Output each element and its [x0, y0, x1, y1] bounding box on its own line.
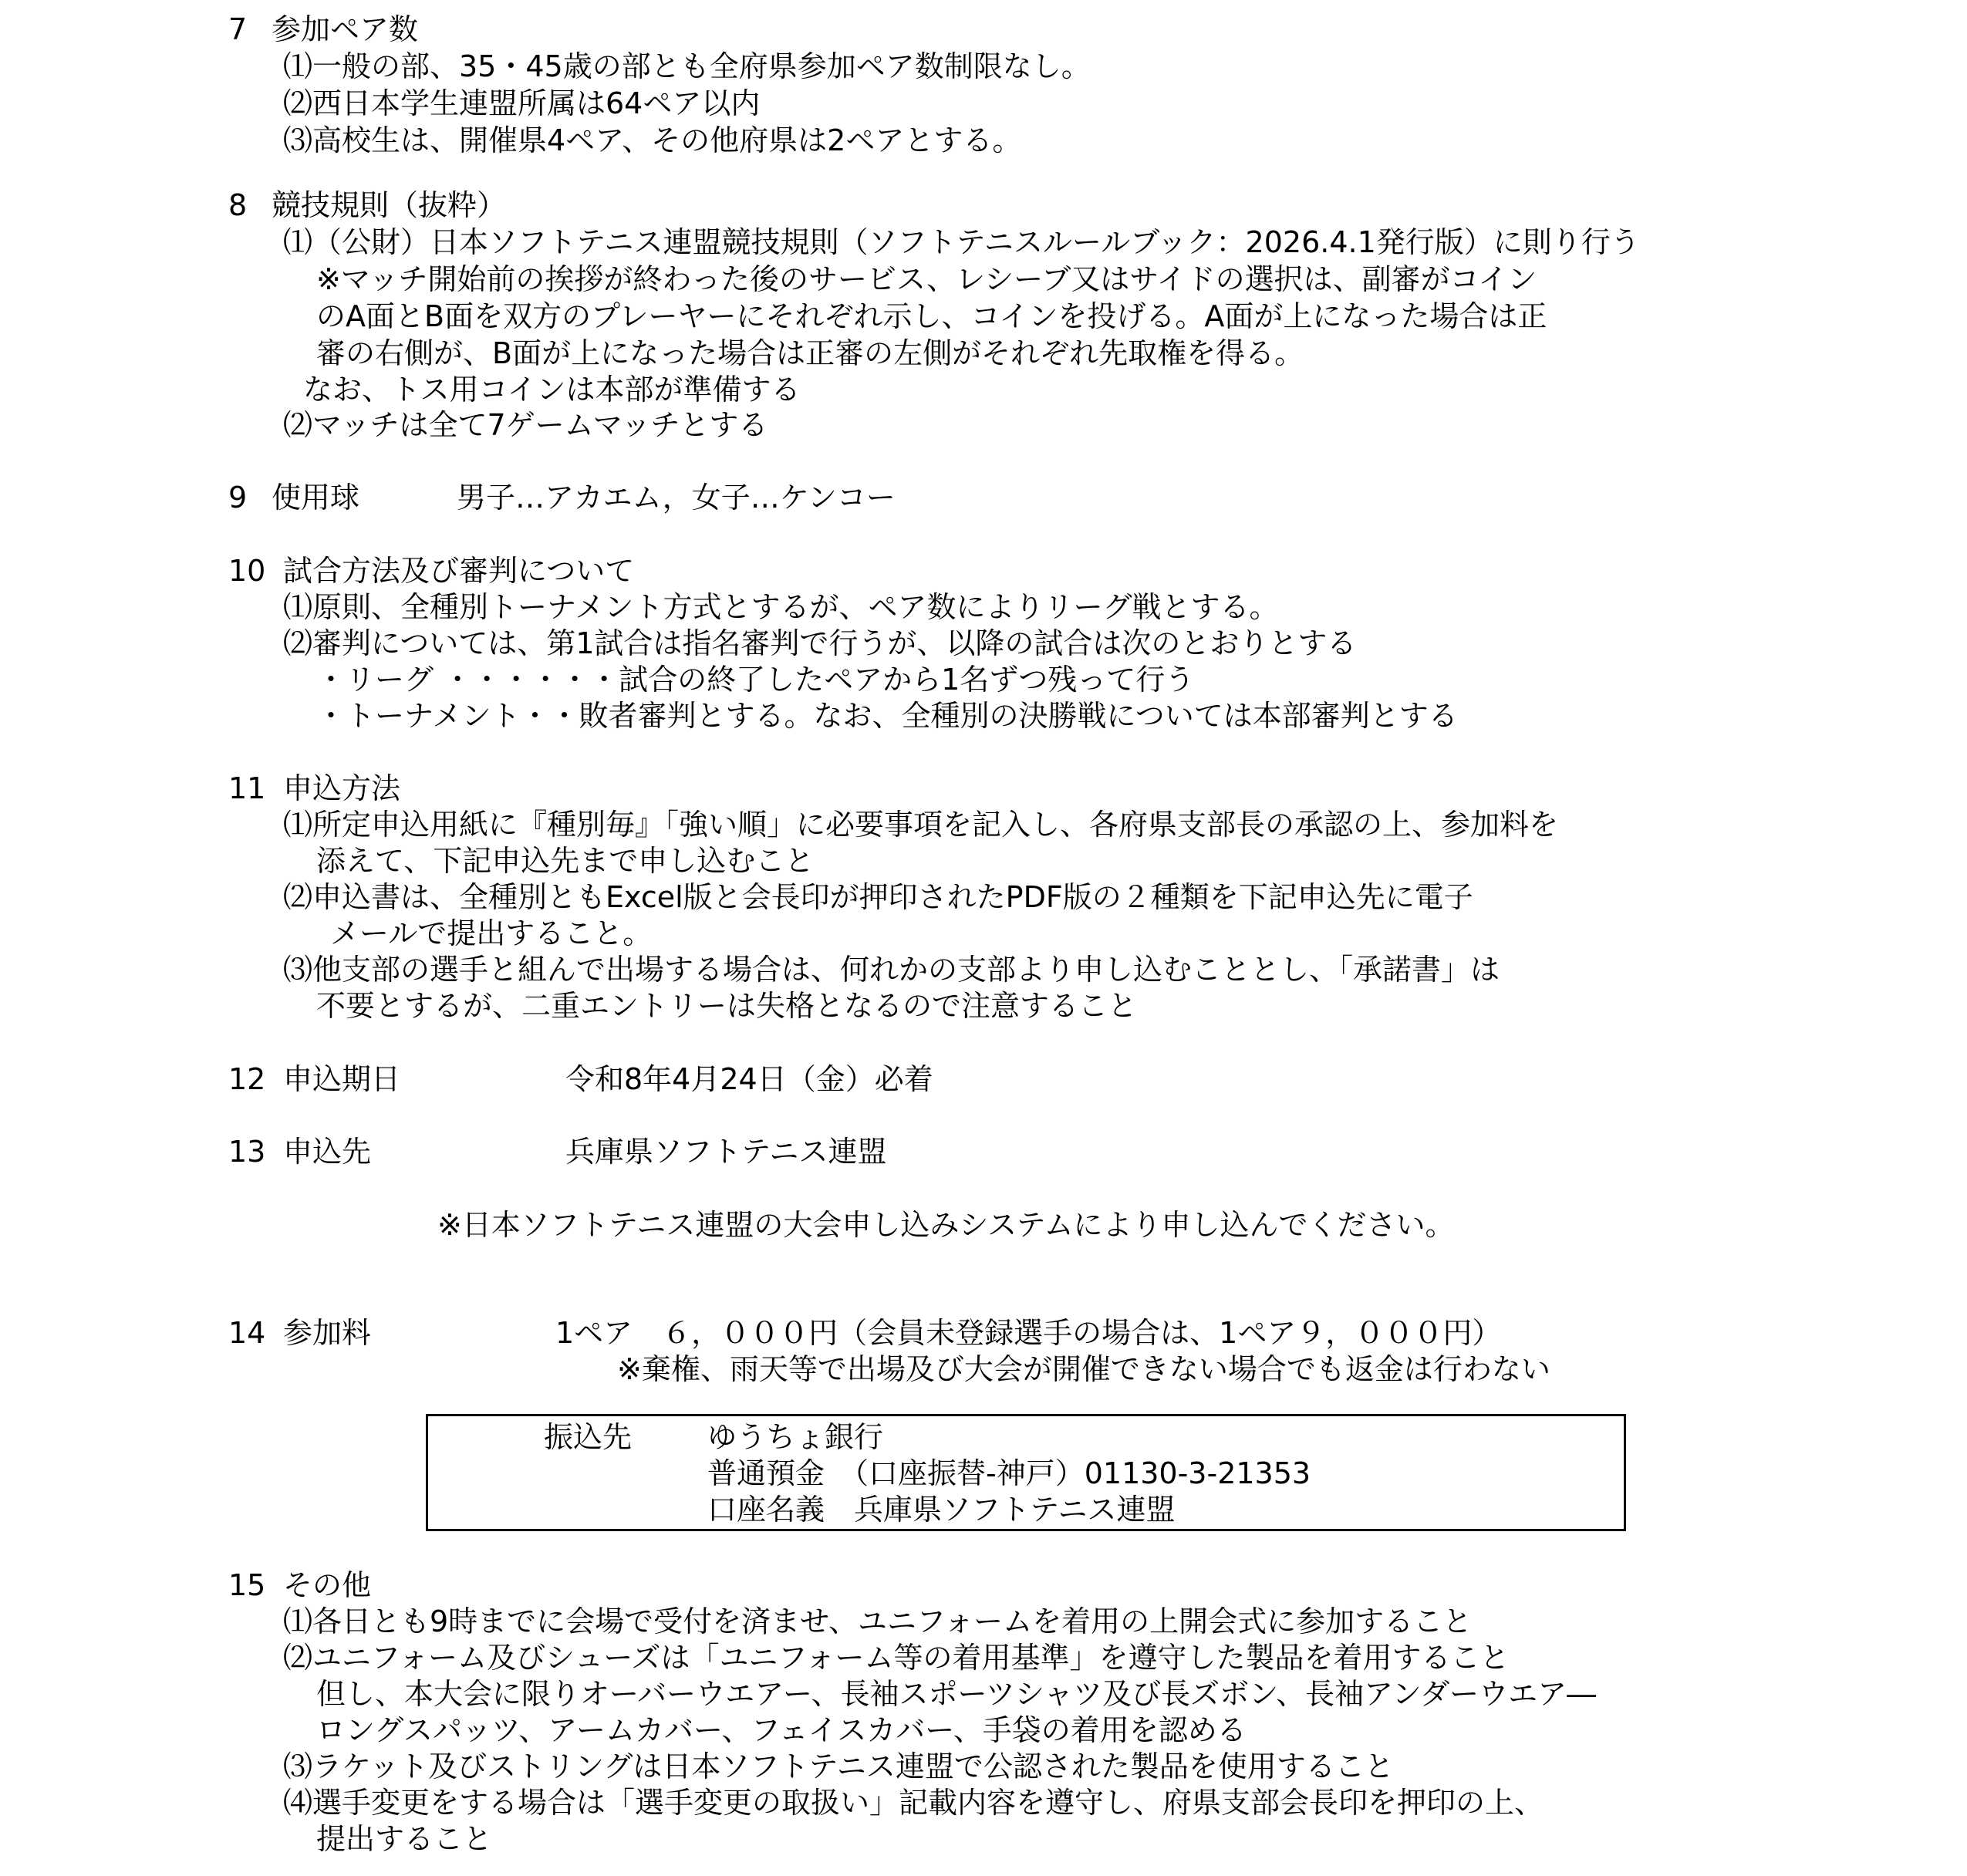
section-7-title: 参加ペア数 — [272, 12, 419, 46]
section-13-title: 申込先 — [283, 1135, 372, 1169]
section-7-item-3: ⑶高校生は、開催県4ペア、その他府県は2ペアとする。 — [283, 123, 1022, 157]
section-13-number: 13 — [228, 1135, 266, 1169]
section-8-note-line-3: 審の右側が、B面が上になった場合は正審の左側がそれぞれ先取権を得る。 — [316, 336, 1304, 370]
section-11-item-2b: メールで提出すること。 — [330, 916, 653, 950]
section-15-number: 15 — [228, 1568, 266, 1602]
section-7-item-2: ⑵西日本学生連盟所属は64ペア以内 — [283, 86, 761, 120]
section-8-number: 8 — [228, 188, 248, 222]
section-11-item-2a: ⑵申込書は、全種別ともExcel版と会長印が押印されたPDF版の２種類を下記申込先に電子 — [283, 880, 1473, 914]
section-8-title: 競技規則（抜粋） — [272, 188, 507, 222]
section-11-item-3b: 不要とするが、二重エントリーは失格となるので注意すること — [316, 989, 1138, 1023]
section-12-number: 12 — [228, 1062, 266, 1096]
section-15-item-3: ⑶ラケット及びストリングは日本ソフトテニス連盟で公認された製品を使用すること — [283, 1749, 1394, 1783]
section-13-note: ※日本ソフトテニス連盟の大会申し込みシステムにより申し込んでください。 — [437, 1208, 1455, 1242]
section-14-number: 14 — [228, 1316, 266, 1350]
section-9-value: 男子…アカエム，女子…ケンコー — [457, 481, 896, 515]
section-8-note-line-1: ※マッチ開始前の挨拶が終わった後のサービス、レシーブ又はサイドの選択は、副審がコイン — [316, 262, 1537, 296]
bank-holder: 口座名義 兵庫県ソフトテニス連盟 — [707, 1493, 1176, 1527]
section-13-value: 兵庫県ソフトテニス連盟 — [565, 1135, 887, 1169]
section-11-title: 申込方法 — [283, 771, 401, 805]
section-8-item-1: ⑴（公財）日本ソフトテニス連盟競技規則（ソフトテニスルールブック：2026.4.1発行版）に則り行う — [283, 225, 1640, 259]
section-8-item-2: ⑵マッチは全て7ゲームマッチとする — [283, 408, 768, 442]
section-11-item-1b: 添えて、下記申込先まで申し込むこと — [316, 844, 815, 878]
section-14-value: 1ペア ６，０００円（会員未登録選手の場合は、1ペア９，０００円） — [555, 1316, 1502, 1350]
section-15-item-2c: ロングスパッツ、アームカバー、フェイスカバー、手袋の着用を認める — [316, 1713, 1247, 1747]
section-10-title: 試合方法及び審判について — [283, 554, 635, 588]
section-15-item-4b: 提出すること — [316, 1822, 493, 1856]
section-15-title: その他 — [283, 1568, 372, 1602]
section-14-note: ※棄権、雨天等で出場及び大会が開催できない場合でも返金は行わない — [617, 1352, 1550, 1386]
section-15-item-4a: ⑷選手変更をする場合は「選手変更の取扱い」記載内容を遵守し、府県支部会長印を押印の上、 — [283, 1786, 1544, 1820]
section-10-item-2: ⑵審判については、第1試合は指名審判で行うが、以降の試合は次のとおりとする — [283, 626, 1357, 660]
section-15-item-1: ⑴各日とも9時までに会場で受付を済ませ、ユニフォームを着用の上開会式に参加すること — [283, 1604, 1473, 1638]
section-9-title: 使用球 — [272, 481, 360, 515]
bank-account: 普通預金 （口座振替-神戸）01130-3-21353 — [707, 1456, 1311, 1490]
section-7-number: 7 — [228, 12, 248, 46]
section-11-item-1a: ⑴所定申込用紙に『種別毎』「強い順」に必要事項を記入し、各府県支部長の承認の上、参加料を — [283, 808, 1559, 842]
section-7-item-1: ⑴一般の部、35・45歳の部とも全府県参加ペア数制限なし。 — [283, 49, 1091, 83]
section-15-item-2a: ⑵ユニフォーム及びシューズは「ユニフォーム等の着用基準」を遵守した製品を着用すること — [283, 1641, 1510, 1675]
section-14-title: 参加料 — [283, 1316, 372, 1350]
section-12-value: 令和8年4月24日（金）必着 — [565, 1062, 933, 1096]
section-11-number: 11 — [228, 771, 266, 805]
section-9-number: 9 — [228, 481, 248, 515]
section-10-item-1: ⑴原則、全種別トーナメント方式とするが、ペア数によりリーグ戦とする。 — [283, 590, 1279, 624]
section-8-note-line-2: のA面とB面を双方のプレーヤーにそれぞれ示し、コインを投げる。A面が上になった場合は正 — [316, 299, 1547, 333]
bank-name: ゆうちょ銀行 — [707, 1420, 884, 1454]
section-15-item-2b: 但し、本大会に限りオーバーウエアー、長袖スポーツシャツ及び長ズボン、長袖アンダーウエア― — [316, 1677, 1597, 1711]
section-12-title: 申込期日 — [283, 1062, 401, 1096]
section-8-note-2: なお、トス用コインは本部が準備する — [303, 373, 801, 407]
section-10-number: 10 — [228, 554, 266, 588]
section-10-sub-2: ・トーナメント・・敗者審判とする。なお、全種別の決勝戦については本部審判とする — [316, 699, 1458, 733]
bank-label: 振込先 — [544, 1420, 633, 1454]
section-11-item-3a: ⑶他支部の選手と組んで出場する場合は、何れかの支部より申し込むこととし、「承諾書」は — [283, 953, 1500, 987]
section-10-sub-1: ・リーグ ・・・・・・試合の終了したペアから1名ずつ残って行う — [316, 663, 1195, 697]
